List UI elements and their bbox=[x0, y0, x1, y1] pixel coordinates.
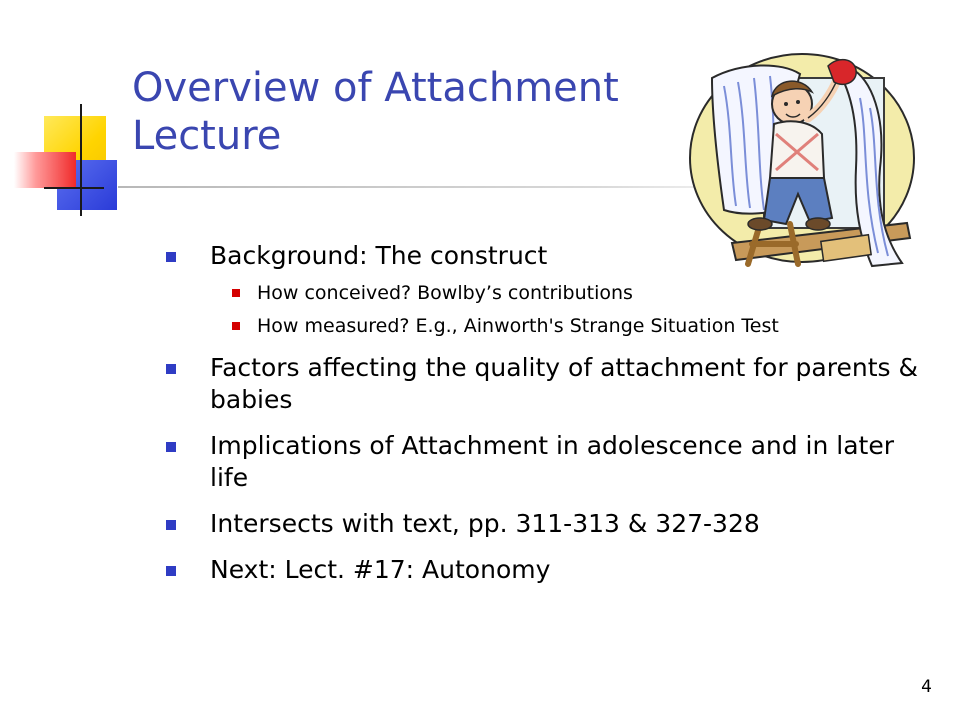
square-bullet-icon bbox=[232, 322, 240, 330]
bullet-text: Background: The construct bbox=[210, 241, 548, 270]
slide-title: Overview of Attachment Lecture bbox=[132, 65, 619, 159]
bullet-item bbox=[160, 554, 920, 586]
sub-bullet-item bbox=[160, 281, 920, 305]
bullet-list bbox=[160, 240, 920, 586]
decorative-horizontal-line bbox=[44, 187, 104, 189]
decorative-red-square bbox=[14, 152, 76, 188]
square-bullet-icon bbox=[166, 252, 176, 262]
bullet-item bbox=[160, 430, 920, 494]
sub-bullet-item bbox=[160, 314, 920, 338]
decorative-vertical-line bbox=[80, 104, 82, 216]
bullet-text: Implications of Attachment in adolescence and in later life bbox=[210, 431, 895, 492]
sub-bullet-text: How conceived? Bowlby’s contributions bbox=[257, 282, 633, 304]
bullet-text: Factors affecting the quality of attachment for parents & babies bbox=[210, 353, 918, 414]
square-bullet-icon bbox=[166, 566, 176, 576]
person-opening-curtains-illustration bbox=[672, 38, 918, 274]
bullet-item bbox=[160, 352, 920, 416]
square-bullet-icon bbox=[232, 289, 240, 297]
page-number: 4 bbox=[921, 677, 932, 697]
square-bullet-icon bbox=[166, 520, 176, 530]
bullet-text: Intersects with text, pp. 311-313 & 327-328 bbox=[210, 509, 760, 538]
sub-bullet-text: How measured? E.g., Ainworth's Strange Situation Test bbox=[257, 315, 779, 337]
square-bullet-icon bbox=[166, 442, 176, 452]
bullet-text: Next: Lect. #17: Autonomy bbox=[210, 555, 551, 584]
bullet-item bbox=[160, 240, 920, 272]
bullet-item bbox=[160, 508, 920, 540]
square-bullet-icon bbox=[166, 364, 176, 374]
